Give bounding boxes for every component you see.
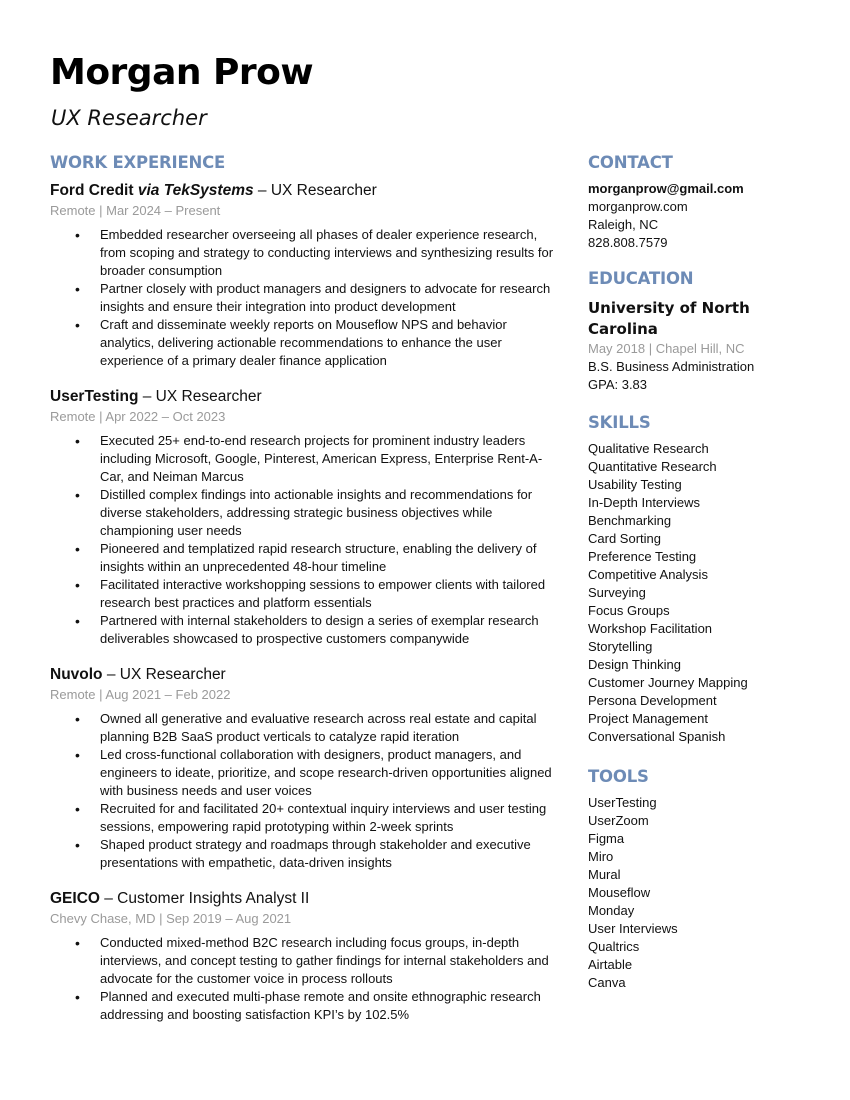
job-bullet: • Conducted mixed-method B2C research including focus groups, in-depth interviews, and concept testing to gather findings for internal stakeholders and advocate for the customer voice in process rollouts <box>50 934 560 988</box>
job-entry <box>50 664 560 872</box>
job-entry <box>50 180 560 370</box>
contact-location: Raleigh, NC <box>588 217 659 232</box>
education-block <box>588 298 818 394</box>
skill-item: In-Depth Interviews <box>588 495 700 510</box>
job-bullet: • Embedded researcher overseeing all phases of dealer experience research, from scoping and strategy to conducting interviews and synthesizing results for broader consumption <box>50 226 560 280</box>
education-degree: B.S. Business Administration <box>588 359 755 374</box>
skill-item: Customer Journey Mapping <box>588 675 748 690</box>
job-bullets <box>50 226 560 370</box>
job-meta: Chevy Chase, MD | Sep 2019 – Aug 2021 <box>50 911 292 926</box>
job-bullets <box>50 432 560 648</box>
job-bullet: • Distilled complex findings into actionable insights and recommendations for diverse stakeholders, addressing strategic business objectives while championing user needs <box>50 486 560 540</box>
skill-item: Project Management <box>588 711 708 726</box>
job-role: – UX Researcher <box>138 388 262 405</box>
skill-item: Design Thinking <box>588 657 681 672</box>
job-bullet: • Owned all generative and evaluative research across real estate and capital planning B2B SaaS product verticals to catalyze rapid iteration <box>50 710 560 746</box>
skill-item: Quantitative Research <box>588 459 717 474</box>
education-meta: May 2018 | Chapel Hill, NC <box>588 341 745 356</box>
job-meta: Remote | Apr 2022 – Oct 2023 <box>50 409 226 424</box>
contact-block <box>588 180 818 252</box>
job-role: – UX Researcher <box>253 182 377 199</box>
education-school: University of North Carolina <box>588 299 750 338</box>
job-company: Ford Credit <box>50 182 134 199</box>
job-entry <box>50 888 560 1024</box>
skill-item: Preference Testing <box>588 549 697 564</box>
job-role: – UX Researcher <box>102 666 226 683</box>
skill-item: Card Sorting <box>588 531 661 546</box>
resume-name: Morgan Prow <box>50 52 314 93</box>
skills-list <box>588 440 818 746</box>
job-bullet: • Shaped product strategy and roadmaps through stakeholder and executive presentations with empathetic, data-driven insights <box>50 836 560 872</box>
skill-item: Usability Testing <box>588 477 682 492</box>
job-title <box>50 180 560 202</box>
resume-title: UX Researcher <box>51 106 207 130</box>
skill-item: Storytelling <box>588 639 653 654</box>
tool-item: Figma <box>588 831 625 846</box>
work-experience-section <box>50 150 560 1040</box>
skill-item: Conversational Spanish <box>588 729 726 744</box>
skill-item: Workshop Facilitation <box>588 621 713 636</box>
tool-item: UserTesting <box>588 795 657 810</box>
work-experience-heading: WORK EXPERIENCE <box>50 153 226 172</box>
skill-item: Competitive Analysis <box>588 567 708 582</box>
job-bullet: • Executed 25+ end-to-end research projects for prominent industry leaders including Microsoft, Google, Pinterest, American Express, Enterprise Rent-A-Car, and Neiman Marcus <box>50 432 560 486</box>
job-company: GEICO <box>50 890 100 907</box>
job-title <box>50 888 560 910</box>
skill-item: Persona Development <box>588 693 717 708</box>
skill-item: Benchmarking <box>588 513 672 528</box>
job-company: Nuvolo <box>50 666 103 683</box>
skill-item: Qualitative Research <box>588 441 709 456</box>
education-gpa: GPA: 3.83 <box>588 377 648 392</box>
job-meta: Remote | Mar 2024 – Present <box>50 203 221 218</box>
job-role: – Customer Insights Analyst II <box>99 890 310 907</box>
tools-heading: TOOLS <box>588 767 649 786</box>
job-bullet: • Led cross-functional collaboration with designers, product managers, and engineers to ideate, prioritize, and scope research-driven opportunities aligned with business needs and user voices <box>50 746 560 800</box>
job-bullet: • Partnered with internal stakeholders to design a series of exemplar research deliverables showcased to prospective customers companywide <box>50 612 560 648</box>
job-entry <box>50 386 560 648</box>
tool-item: Canva <box>588 975 626 990</box>
tool-item: Mural <box>588 867 621 882</box>
job-bullets <box>50 934 560 1024</box>
contact-heading: CONTACT <box>588 153 673 172</box>
job-bullet: • Planned and executed multi-phase remote and onsite ethnographic research addressing and boosting satisfaction KPI’s by 102.5% <box>50 988 560 1024</box>
job-bullet: • Recruited for and facilitated 20+ contextual inquiry interviews and user testing sessions, empowering rapid prototyping within 2-week sprints <box>50 800 560 836</box>
tool-item: User Interviews <box>588 921 678 936</box>
skill-item: Focus Groups <box>588 603 670 618</box>
skill-item: Surveying <box>588 585 646 600</box>
job-via: via TekSystems <box>137 182 254 199</box>
contact-email[interactable]: morganprow@gmail.com <box>588 181 744 196</box>
job-company: UserTesting <box>50 388 139 405</box>
tool-item: Miro <box>588 849 614 864</box>
tools-list <box>588 794 818 992</box>
contact-phone[interactable]: 828.808.7579 <box>588 235 668 250</box>
job-bullet: • Craft and disseminate weekly reports on Mouseflow NPS and behavior analytics, delivering actionable recommendations to enhance the user experience of a primary dealer finance application <box>50 316 560 370</box>
tool-item: Mouseflow <box>588 885 651 900</box>
tool-item: Qualtrics <box>588 939 640 954</box>
tool-item: Monday <box>588 903 635 918</box>
skills-heading: SKILLS <box>588 413 651 432</box>
job-bullet: • Pioneered and templatized rapid research structure, enabling the delivery of insights within an unprecedented 48-hour timeline <box>50 540 560 576</box>
job-title <box>50 664 560 686</box>
contact-website[interactable]: morganprow.com <box>588 199 688 214</box>
tool-item: UserZoom <box>588 813 649 828</box>
sidebar-column <box>588 150 818 1010</box>
job-bullet: • Partner closely with product managers and designers to advocate for research insights and ensure their integration into product development <box>50 280 560 316</box>
job-title <box>50 386 560 408</box>
job-bullet: • Facilitated interactive workshopping sessions to empower clients with tailored research best practices and platform essentials <box>50 576 560 612</box>
tool-item: Airtable <box>588 957 633 972</box>
job-meta: Remote | Aug 2021 – Feb 2022 <box>50 687 231 702</box>
job-bullets <box>50 710 560 872</box>
education-heading: EDUCATION <box>588 269 694 288</box>
